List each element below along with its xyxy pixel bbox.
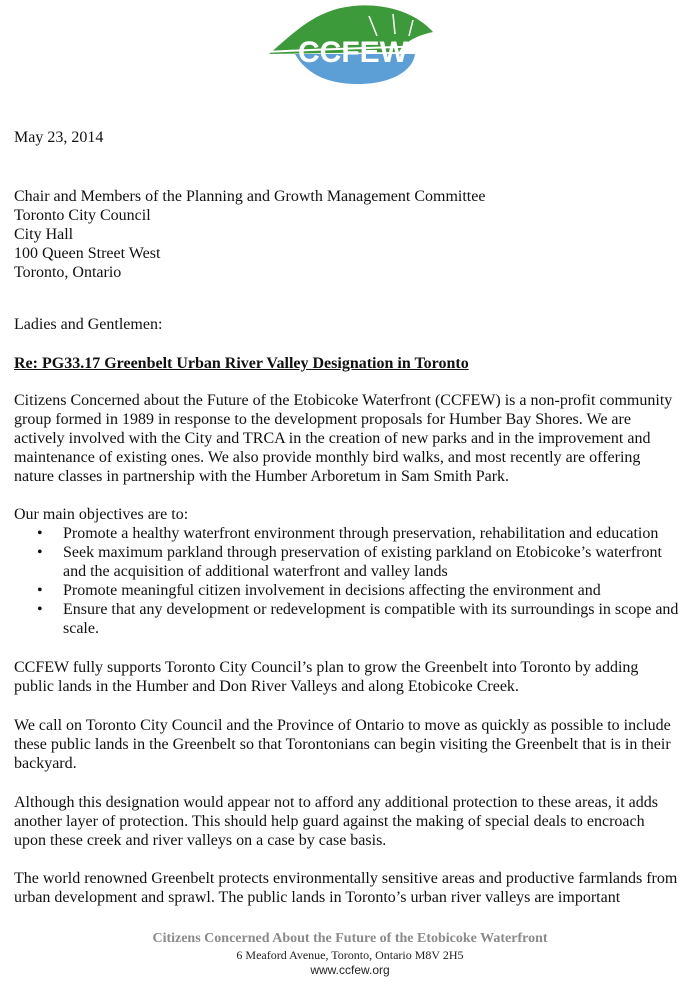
objectives-intro: Our main objectives are to:: [14, 506, 189, 523]
objective-item: • Promote a healthy waterfront environment through preservation, rehabilitation and education: [37, 525, 659, 542]
address-line: Chair and Members of the Planning and Growth Management Committee: [14, 188, 486, 205]
bullet-icon: •: [37, 601, 43, 618]
letter-date: May 23, 2014: [14, 129, 104, 146]
bullet-icon: •: [37, 544, 43, 561]
subject-line: Re: PG33.17 Greenbelt Urban River Valley Designation in Toronto: [14, 355, 469, 372]
salutation: Ladies and Gentlemen:: [14, 316, 163, 333]
paragraph-line: these public lands in the Greenbelt so that Torontonians can begin visiting the Greenbelt that is in their: [14, 736, 671, 753]
objective-item: • Seek maximum parkland through preservation of existing parkland on Etobicoke’s waterfront and the acquisition of additional waterfront and valley lands: [37, 544, 662, 580]
ccfew-logo: [265, 2, 437, 86]
objective-item: • Promote meaningful citizen involvement in decisions affecting the environment and: [37, 582, 601, 599]
paragraph-line: CCFEW fully supports Toronto City Council’s plan to grow the Greenbelt into Toronto by adding: [14, 659, 639, 676]
paragraph-greenbelt: [14, 869, 694, 907]
paragraph-line: another layer of protection. This should help guard against the making of special deals to encroach: [14, 813, 645, 830]
paragraph-line: nature classes in partnership with the Humber Arboretum in Sam Smith Park.: [14, 468, 510, 485]
objective-item: • Ensure that any development or redevelopment is compatible with its surroundings in scope and scale.: [37, 601, 679, 637]
paragraph-line: group formed in 1989 in response to the development proposals for Humber Bay Shores. We are: [14, 411, 631, 428]
paragraph-line: Citizens Concerned about the Future of the Etobicoke Waterfront (CCFEW) is a non-profit community: [14, 392, 673, 409]
paragraph-line: upon these creek and river valleys on a case by case basis.: [14, 832, 387, 849]
logo-text: CCFEW: [298, 36, 408, 69]
address-line: Toronto, Ontario: [14, 264, 122, 281]
bullet-icon: •: [37, 525, 43, 542]
address-line: 100 Queen Street West: [14, 245, 161, 262]
paragraph-line: public lands in the Humber and Don River Valleys and along Etobicoke Creek.: [14, 678, 519, 695]
bullet-icon: •: [37, 582, 43, 599]
address-line: Toronto City Council: [14, 207, 151, 224]
address-line: City Hall: [14, 226, 74, 243]
paragraph-line: urban development and sprawl. The public lands in Toronto’s urban river valleys are important: [14, 889, 621, 906]
paragraph-line: backyard.: [14, 755, 77, 772]
footer-website-link[interactable]: www.ccfew.org: [310, 963, 390, 977]
paragraph-line: Although this designation would appear not to afford any additional protection to these areas, it adds: [14, 794, 658, 811]
paragraph-line: We call on Toronto City Council and the Province of Ontario to move as quickly as possible to include: [14, 717, 671, 734]
paragraph-line: The world renowned Greenbelt protects environmentally sensitive areas and productive farmlands from: [14, 870, 678, 887]
recipient-address: [14, 187, 485, 282]
objectives-list: [14, 524, 694, 638]
paragraph-line: actively involved with the City and TRCA in the creation of new parks and in the improvement and: [14, 430, 651, 447]
paragraph-intro: [14, 391, 694, 486]
paragraph-support: [14, 658, 694, 696]
paragraph-line: maintenance of existing ones. We also provide monthly bird walks, and most recently are offering: [14, 449, 641, 466]
paragraph-call: [14, 716, 694, 773]
paragraph-protection: [14, 793, 694, 850]
footer-address: 6 Meaford Avenue, Toronto, Ontario M8V 2H5: [236, 948, 464, 962]
leaf-logo-icon: [265, 2, 437, 86]
footer-org-name: Citizens Concerned About the Future of the Etobicoke Waterfront: [152, 931, 548, 946]
